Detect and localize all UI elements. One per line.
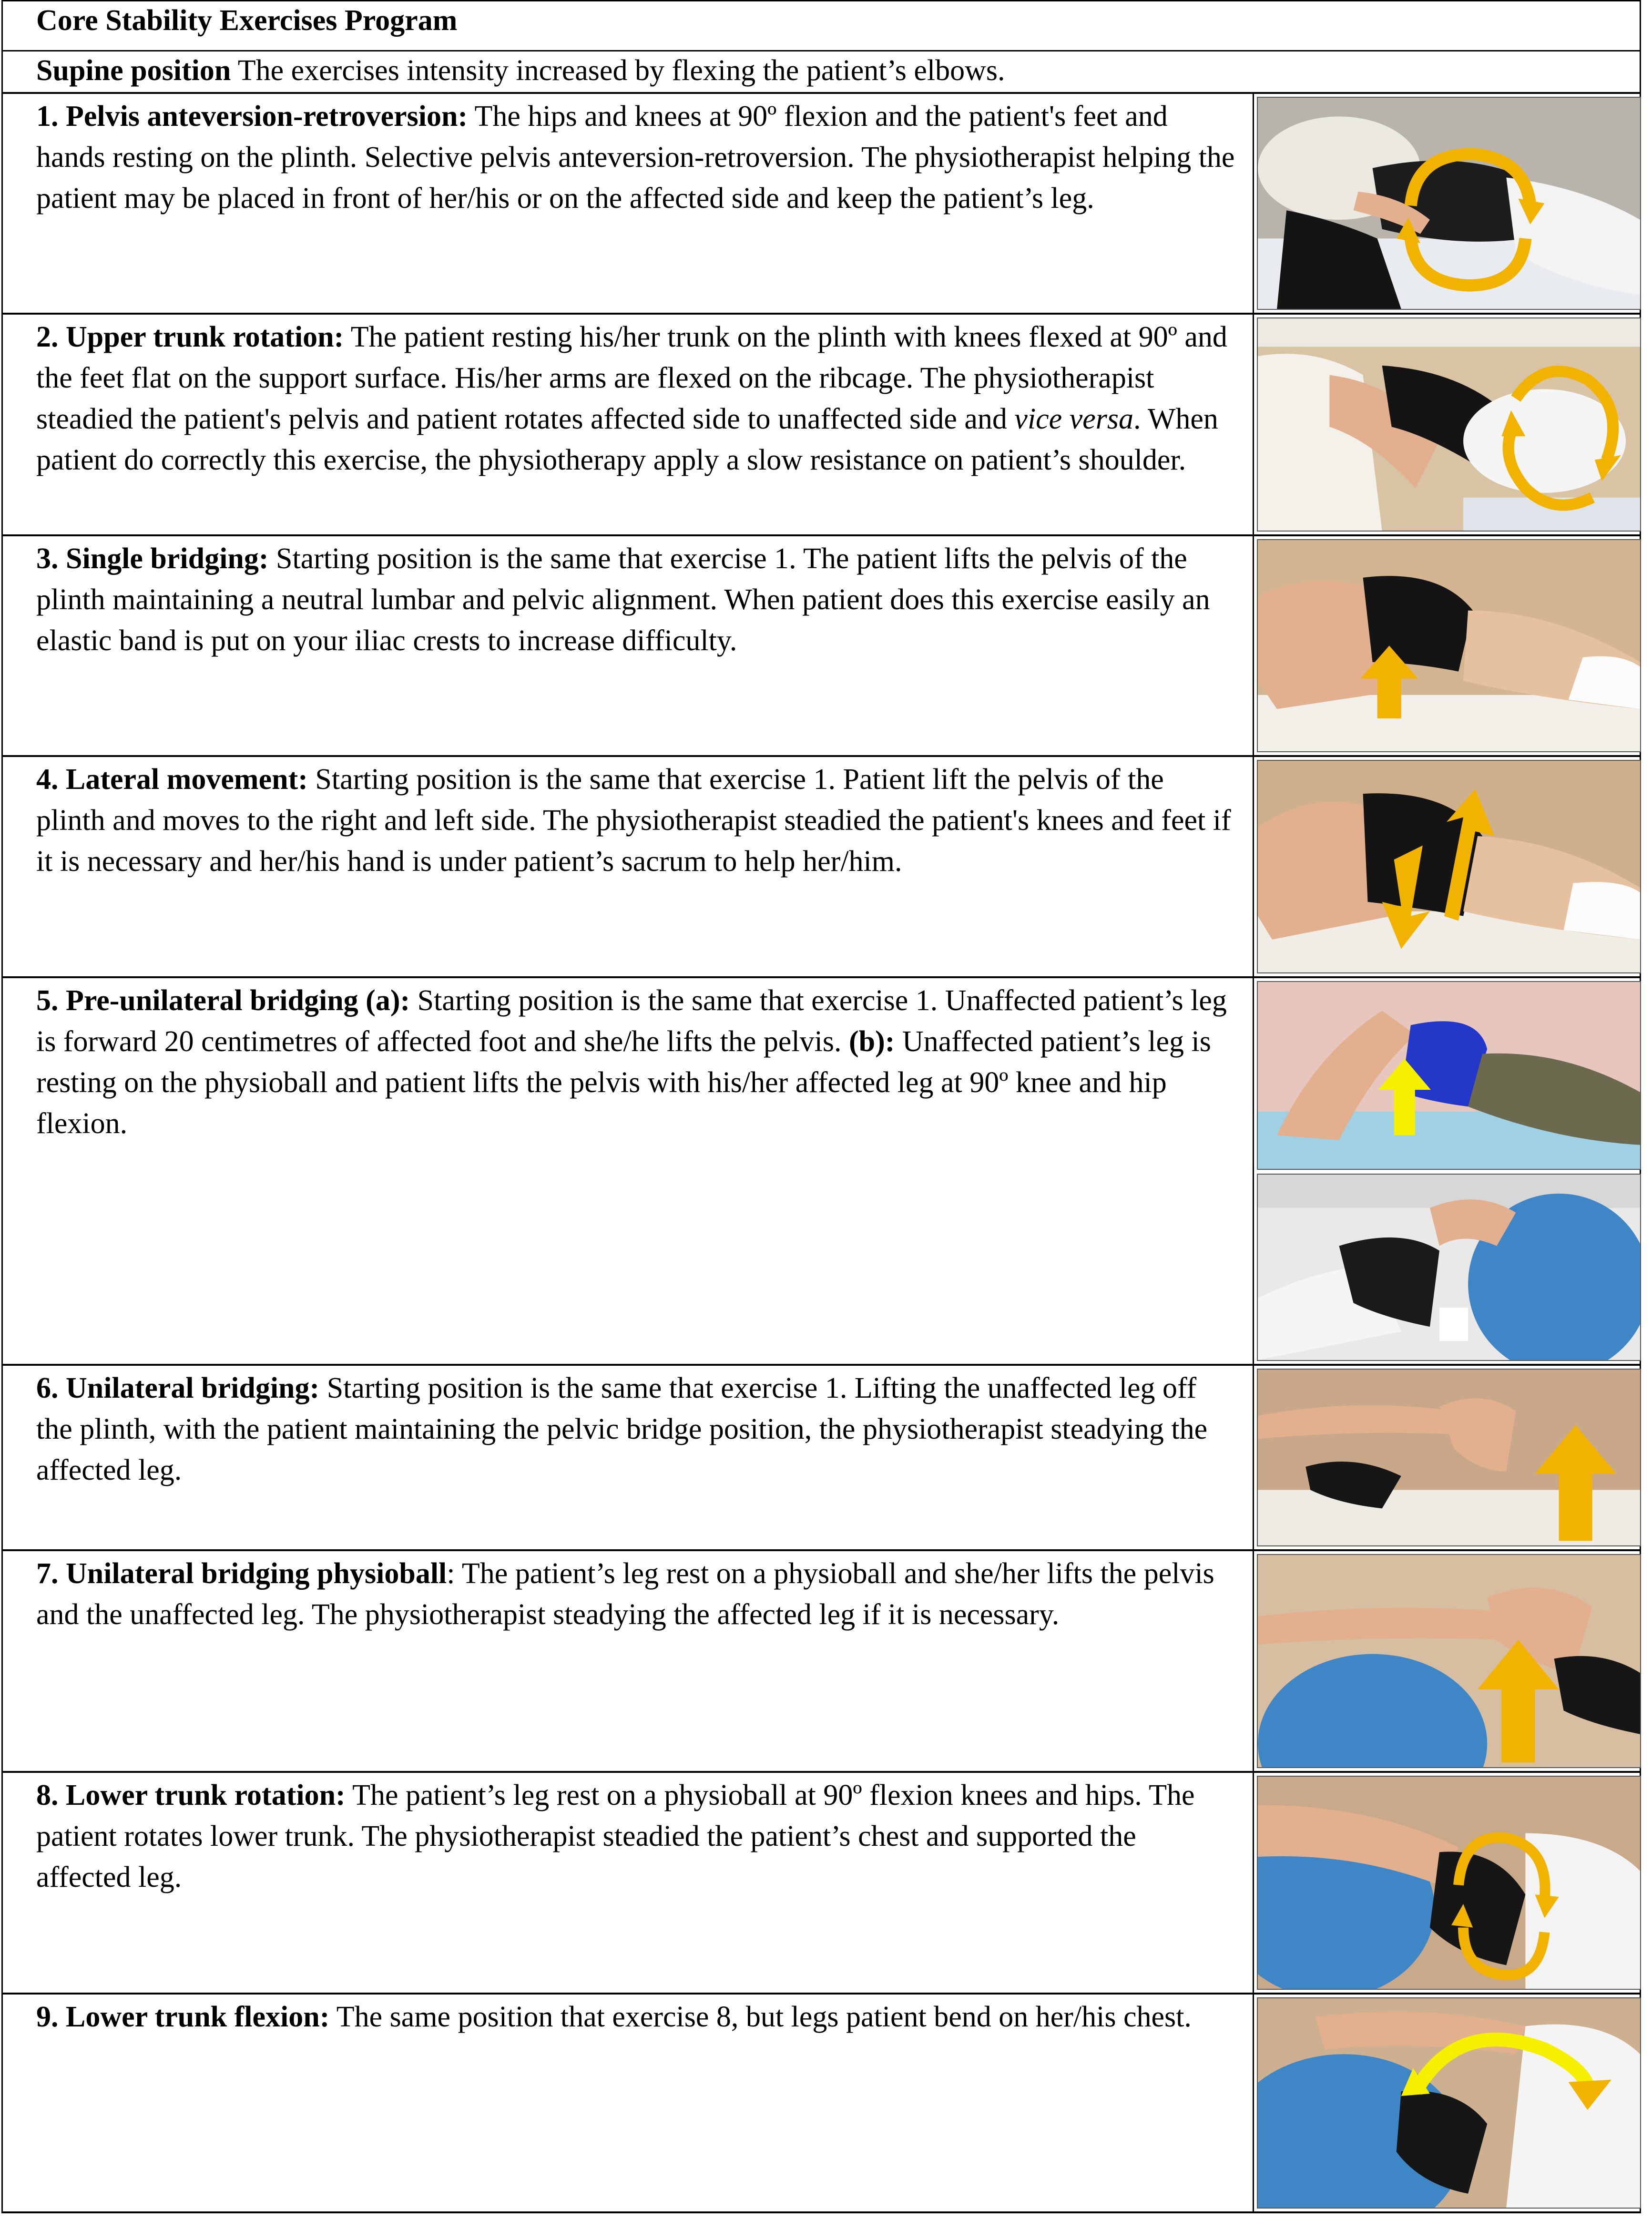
exercise-table <box>1 0 1641 2230</box>
exercise-8-photo <box>1257 1776 1641 1990</box>
exercise-7-title: 7. Unilateral bridging physioball <box>36 1557 447 1590</box>
exercise-6-title: 6. Unilateral bridging: <box>36 1372 320 1404</box>
exercise-7-text: : The patient’s leg rest on a physioball and she/her lifts the pelvis and the unaffected leg. The physiotherapist steadying the affected leg if it is necessary. <box>36 1557 1214 1631</box>
exercise-5b-photo <box>1257 1174 1641 1361</box>
exercise-9-text: The same position that exercise 8, but legs patient bend on her/his chest. <box>329 2001 1192 2033</box>
exercise-1-image-cell <box>1253 94 1644 313</box>
exercise-9-image-cell <box>1253 1995 1644 2211</box>
exercise-4-text: Starting position is the same that exercise 1. Patient lift the pelvis of the plinth and moves to the right and left side. The physiotherapist steadied the patient's knees and feet if it is necessary and her/his hand is under patient’s sacrum to help her/him. <box>36 763 1231 878</box>
exercise-5-text-a: Starting position is the same that exercise 1. Unaffected patient’s leg is forward 20 centimetres of affected foot and she/he lifts the pelvis. <box>36 984 1227 1058</box>
exercise-row-8 <box>1 1771 1641 1993</box>
exercise-2-text-italic: vice versa <box>1014 403 1133 435</box>
position-text: The exercises intensity increased by flexing the patient’s elbows. <box>231 54 1005 87</box>
exercise-5-text-b: Unaffected patient’s leg is resting on the physioball and patient lifts the pelvis with his/her affected leg at 90º knee and hip flexion. <box>36 1025 1211 1140</box>
exercise-1-title: 1. Pelvis anteversion-retroversion: <box>36 100 468 133</box>
exercise-2-text-after: . When patient do correctly this exercise, the physiotherapy apply a slow resistance on patient’s shoulder. <box>36 403 1218 476</box>
exercise-7-image-cell <box>1253 1551 1644 1771</box>
exercise-row-6 <box>1 1364 1641 1549</box>
exercise-row-5 <box>1 976 1641 1364</box>
table-title: Core Stability Exercises Program <box>1 0 1641 50</box>
exercise-9-photo <box>1257 1997 1641 2209</box>
exercise-3-title: 3. Single bridging: <box>36 542 269 575</box>
exercise-2-description <box>36 317 1237 481</box>
position-row <box>1 50 1641 92</box>
exercise-7-photo <box>1257 1554 1641 1768</box>
exercise-7-description <box>36 1553 1237 1635</box>
exercise-5-title: 5. Pre-unilateral bridging (a): <box>36 984 410 1017</box>
exercise-1-description <box>36 96 1237 219</box>
exercise-2-photo <box>1257 317 1641 532</box>
exercise-5-image-cell <box>1253 978 1644 1364</box>
exercise-2-title: 2. Upper trunk rotation: <box>36 321 344 353</box>
exercise-4-title: 4. Lateral movement: <box>36 763 308 796</box>
exercise-8-image-cell <box>1253 1773 1644 1993</box>
exercise-row-3 <box>1 534 1641 755</box>
exercise-1-text: The hips and knees at 90º flexion and the patient's feet and hands resting on the plinth. Selective pelvis anteversion-retroversion. The physiotherapist helping the patient may be placed in front of her/his or on the affected side and keep the patient’s leg. <box>36 100 1235 215</box>
exercise-4-photo <box>1257 760 1641 973</box>
exercise-9-description <box>36 1996 1237 2037</box>
exercise-4-image-cell <box>1253 757 1644 976</box>
position-label: Supine position <box>36 54 231 87</box>
exercise-3-description <box>36 538 1237 661</box>
exercise-8-title: 8. Lower trunk rotation: <box>36 1779 346 1811</box>
exercise-row-2 <box>1 313 1641 534</box>
exercise-2-text-before: The patient resting his/her trunk on the plinth with knees flexed at 90º and the feet flat on the support surface. His/her arms are flexed on the ribcage. The physiotherapist steadied the patient's pelvis and patient rotates affected side to unaffected side and <box>36 321 1227 435</box>
exercise-3-photo <box>1257 539 1641 752</box>
exercise-4-description <box>36 759 1237 882</box>
exercise-5-title-b: (b): <box>849 1025 895 1058</box>
exercise-2-image-cell <box>1253 315 1644 534</box>
exercise-row-9 <box>1 1993 1641 2213</box>
exercise-8-description <box>36 1775 1237 1898</box>
exercise-3-text: Starting position is the same that exercise 1. The patient lifts the pelvis of the plinth maintaining a neutral lumbar and pelvic alignment. When patient does this exercise easily an elastic band is put on your iliac crests to increase difficulty. <box>36 542 1210 657</box>
exercise-row-7 <box>1 1549 1641 1771</box>
exercise-6-image-cell <box>1253 1366 1644 1549</box>
exercise-6-description <box>36 1368 1237 1491</box>
exercise-row-1 <box>1 92 1641 313</box>
exercise-6-text: Starting position is the same that exercise 1. Lifting the unaffected leg off the plinth, with the patient maintaining the pelvic bridge position, the physiotherapist steadying the affected leg. <box>36 1372 1208 1486</box>
exercise-5a-photo <box>1257 981 1641 1170</box>
exercise-6-photo <box>1257 1369 1641 1546</box>
exercise-3-image-cell <box>1253 536 1644 755</box>
exercise-8-text: The patient’s leg rest on a physioball at 90º flexion knees and hips. The patient rotates lower trunk. The physiotherapist steadied the patient’s chest and supported the affected leg. <box>36 1779 1195 1893</box>
exercise-5-description <box>36 980 1237 1144</box>
exercise-1-photo <box>1257 97 1641 310</box>
exercise-row-4 <box>1 755 1641 976</box>
exercise-9-title: 9. Lower trunk flexion: <box>36 2001 330 2033</box>
